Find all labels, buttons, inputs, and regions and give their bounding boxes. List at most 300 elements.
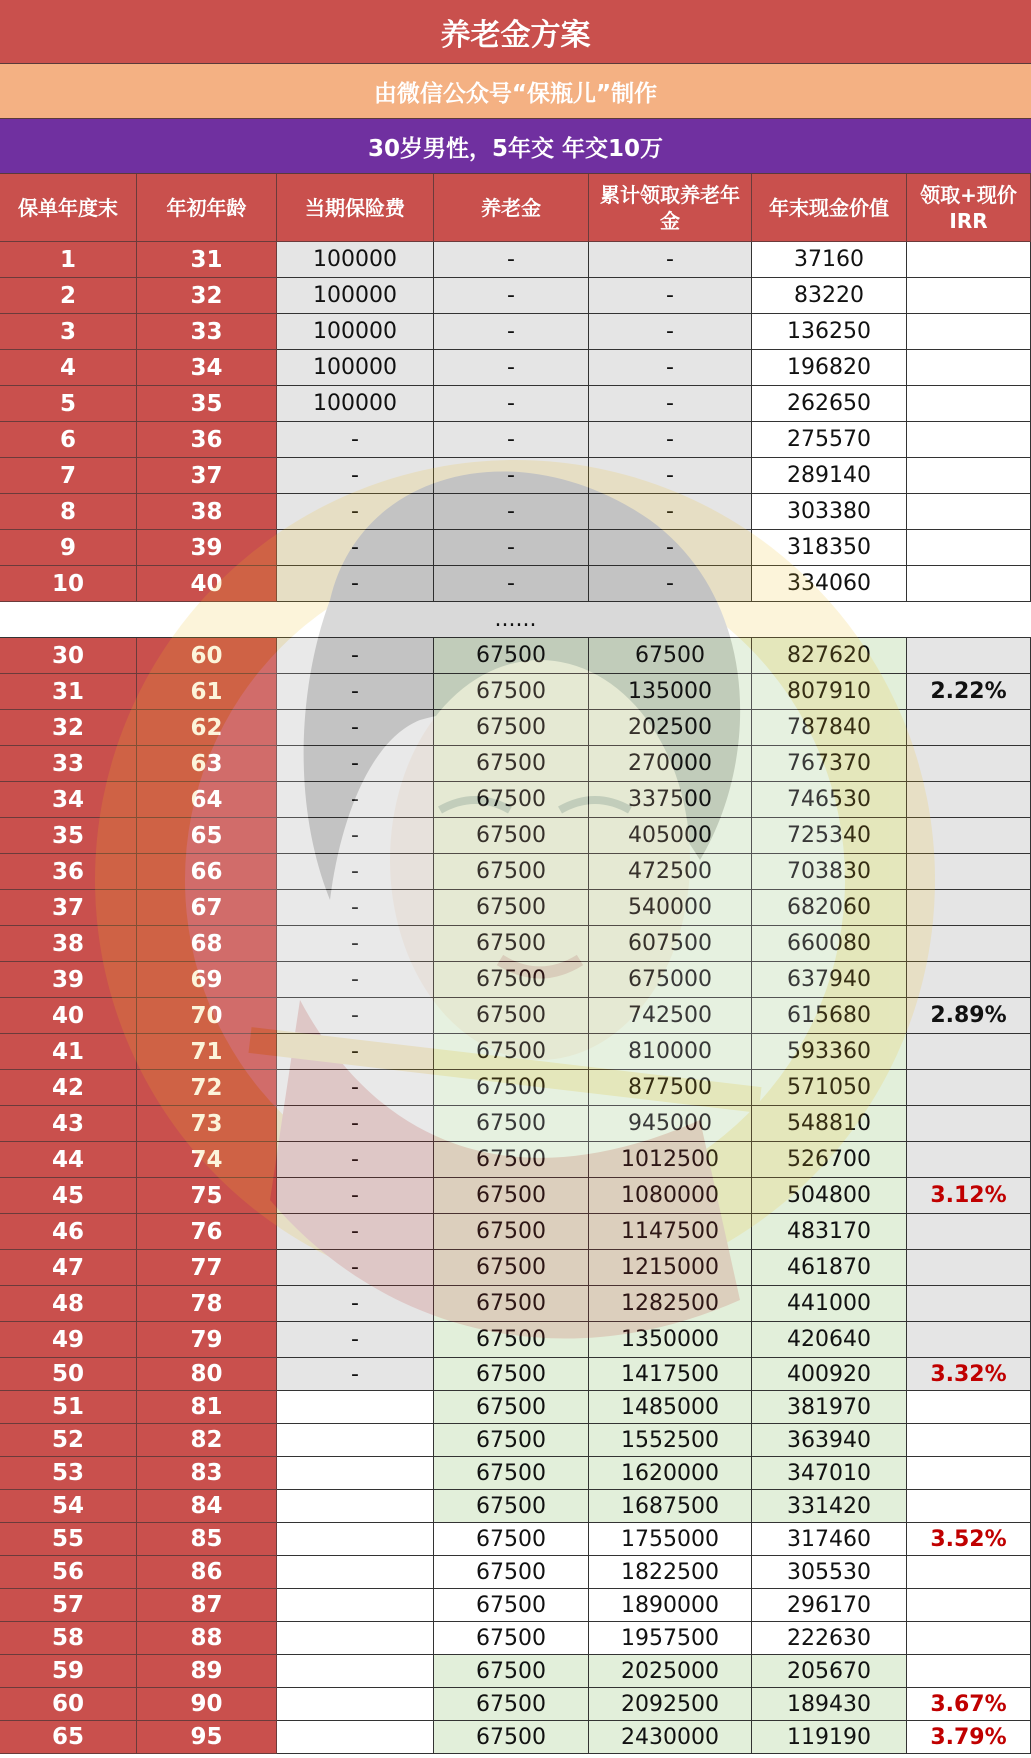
cell-irr [907, 1391, 1031, 1424]
cell-premium [277, 1457, 434, 1490]
cell-policy-year: 43 [0, 1106, 137, 1142]
cell-irr: 2.22% [907, 674, 1031, 710]
table-row [0, 1286, 1031, 1322]
cell-policy-year: 34 [0, 782, 137, 818]
cell-cash-value: 317460 [752, 1523, 907, 1556]
cell-age: 77 [137, 1250, 277, 1286]
cell-policy-year: 47 [0, 1250, 137, 1286]
cell-policy-year: 31 [0, 674, 137, 710]
cell-cash-value: 347010 [752, 1457, 907, 1490]
cell-annuity: 67500 [434, 710, 589, 746]
table-row [0, 1490, 1031, 1523]
cell-cumulative: 2092500 [589, 1688, 752, 1721]
table-row [0, 674, 1031, 710]
cell-cumulative: 810000 [589, 1034, 752, 1070]
cell-premium [277, 1721, 434, 1754]
table-row [0, 1322, 1031, 1358]
cell-premium: - [277, 1214, 434, 1250]
cell-irr [907, 1142, 1031, 1178]
cell-age: 63 [137, 746, 277, 782]
cell-policy-year: 51 [0, 1391, 137, 1424]
cell-policy-year: 40 [0, 998, 137, 1034]
cell-annuity: - [434, 242, 589, 278]
cell-cash-value: 262650 [752, 386, 907, 422]
cell-irr [907, 1556, 1031, 1589]
cell-premium: - [277, 530, 434, 566]
cell-annuity: 67500 [434, 962, 589, 998]
cell-cumulative: - [589, 422, 752, 458]
cell-annuity: 67500 [434, 890, 589, 926]
header-policy-year: 保单年度末 [0, 174, 137, 242]
cell-policy-year: 30 [0, 638, 137, 674]
cell-cash-value: 660080 [752, 926, 907, 962]
cell-irr: 3.12% [907, 1178, 1031, 1214]
cell-cumulative: - [589, 314, 752, 350]
cell-annuity: 67500 [434, 1070, 589, 1106]
cell-policy-year: 35 [0, 818, 137, 854]
cell-irr [907, 1250, 1031, 1286]
cell-annuity: 67500 [434, 1688, 589, 1721]
cell-irr [907, 818, 1031, 854]
table-row [0, 638, 1031, 674]
cell-age: 68 [137, 926, 277, 962]
cell-cash-value: 303380 [752, 494, 907, 530]
cell-cumulative: 877500 [589, 1070, 752, 1106]
cell-cumulative: 337500 [589, 782, 752, 818]
cell-cumulative: 1417500 [589, 1358, 752, 1391]
table-row [0, 998, 1031, 1034]
table-row [0, 782, 1031, 818]
cell-cumulative: 1350000 [589, 1322, 752, 1358]
cell-premium: - [277, 1358, 434, 1391]
cell-age: 34 [137, 350, 277, 386]
header-cash-value: 年末现金价值 [752, 174, 907, 242]
cell-annuity: - [434, 494, 589, 530]
cell-irr [907, 1070, 1031, 1106]
cell-irr [907, 1655, 1031, 1688]
cell-annuity: - [434, 278, 589, 314]
table-row [0, 1655, 1031, 1688]
cell-irr: 3.67% [907, 1688, 1031, 1721]
cell-annuity: 67500 [434, 1358, 589, 1391]
cell-cash-value: 381970 [752, 1391, 907, 1424]
cell-age: 35 [137, 386, 277, 422]
cell-annuity: - [434, 350, 589, 386]
cell-cash-value: 296170 [752, 1589, 907, 1622]
cell-cumulative: 1080000 [589, 1178, 752, 1214]
cell-annuity: - [434, 458, 589, 494]
cell-cumulative: 607500 [589, 926, 752, 962]
cell-premium: - [277, 962, 434, 998]
cell-policy-year: 41 [0, 1034, 137, 1070]
cell-irr [907, 1106, 1031, 1142]
cell-cumulative: 1957500 [589, 1622, 752, 1655]
cell-age: 39 [137, 530, 277, 566]
cell-age: 86 [137, 1556, 277, 1589]
cell-age: 87 [137, 1589, 277, 1622]
cell-premium: - [277, 638, 434, 674]
cell-cumulative: 1147500 [589, 1214, 752, 1250]
table-row [0, 494, 1031, 530]
table-row [0, 818, 1031, 854]
cell-premium: - [277, 926, 434, 962]
cell-irr [907, 350, 1031, 386]
cell-premium: - [277, 854, 434, 890]
cell-age: 89 [137, 1655, 277, 1688]
table-row [0, 854, 1031, 890]
cell-age: 64 [137, 782, 277, 818]
cell-irr [907, 242, 1031, 278]
cell-age: 60 [137, 638, 277, 674]
cell-policy-year: 58 [0, 1622, 137, 1655]
cell-premium: - [277, 458, 434, 494]
cell-irr [907, 1589, 1031, 1622]
cell-age: 72 [137, 1070, 277, 1106]
cell-annuity: 67500 [434, 818, 589, 854]
cell-irr: 3.79% [907, 1721, 1031, 1754]
cell-premium: 100000 [277, 278, 434, 314]
cell-age: 73 [137, 1106, 277, 1142]
cell-cash-value: 787840 [752, 710, 907, 746]
cell-policy-year: 36 [0, 854, 137, 890]
cell-cash-value: 119190 [752, 1721, 907, 1754]
scenario-banner: 30岁男性，5年交 年交10万 [0, 119, 1031, 174]
cell-irr [907, 314, 1031, 350]
cell-cash-value: 682060 [752, 890, 907, 926]
cell-age: 82 [137, 1424, 277, 1457]
cell-cumulative: - [589, 566, 752, 602]
cell-age: 69 [137, 962, 277, 998]
header-premium: 当期保险费 [277, 174, 434, 242]
cell-policy-year: 39 [0, 962, 137, 998]
cell-policy-year: 49 [0, 1322, 137, 1358]
cell-annuity: 67500 [434, 1490, 589, 1523]
cell-age: 36 [137, 422, 277, 458]
cell-premium [277, 1391, 434, 1424]
cell-premium: 100000 [277, 350, 434, 386]
cell-cumulative: 67500 [589, 638, 752, 674]
cell-irr [907, 422, 1031, 458]
table-row [0, 350, 1031, 386]
cell-premium: - [277, 566, 434, 602]
cell-annuity: - [434, 422, 589, 458]
cell-cash-value: 136250 [752, 314, 907, 350]
cell-policy-year: 33 [0, 746, 137, 782]
cell-cash-value: 318350 [752, 530, 907, 566]
cell-cash-value: 725340 [752, 818, 907, 854]
table-row [0, 890, 1031, 926]
cell-age: 85 [137, 1523, 277, 1556]
cell-age: 32 [137, 278, 277, 314]
cell-age: 74 [137, 1142, 277, 1178]
cell-annuity: 67500 [434, 1322, 589, 1358]
cell-irr [907, 854, 1031, 890]
table-row [0, 422, 1031, 458]
cell-cash-value: 461870 [752, 1250, 907, 1286]
cell-irr [907, 638, 1031, 674]
cell-policy-year: 59 [0, 1655, 137, 1688]
cell-cash-value: 363940 [752, 1424, 907, 1457]
cell-age: 95 [137, 1721, 277, 1754]
cell-cash-value: 289140 [752, 458, 907, 494]
cell-annuity: - [434, 386, 589, 422]
cell-irr [907, 566, 1031, 602]
cell-age: 31 [137, 242, 277, 278]
cell-premium [277, 1490, 434, 1523]
cell-cash-value: 703830 [752, 854, 907, 890]
table-row [0, 1457, 1031, 1490]
cell-premium: 100000 [277, 386, 434, 422]
cell-premium: - [277, 1178, 434, 1214]
cell-age: 67 [137, 890, 277, 926]
cell-cash-value: 593360 [752, 1034, 907, 1070]
table-row [0, 1622, 1031, 1655]
cell-premium: - [277, 1286, 434, 1322]
cell-policy-year: 46 [0, 1214, 137, 1250]
cell-age: 84 [137, 1490, 277, 1523]
cell-irr [907, 782, 1031, 818]
cell-age: 75 [137, 1178, 277, 1214]
cell-age: 71 [137, 1034, 277, 1070]
table-row [0, 1214, 1031, 1250]
table-row [0, 1523, 1031, 1556]
cell-irr [907, 1286, 1031, 1322]
cell-irr [907, 1457, 1031, 1490]
table-row [0, 746, 1031, 782]
cell-irr [907, 890, 1031, 926]
cell-annuity: - [434, 566, 589, 602]
cell-annuity: 67500 [434, 1106, 589, 1142]
cell-annuity: 67500 [434, 674, 589, 710]
cell-cumulative: - [589, 242, 752, 278]
cell-annuity: 67500 [434, 1142, 589, 1178]
cell-policy-year: 53 [0, 1457, 137, 1490]
cell-cumulative: 2430000 [589, 1721, 752, 1754]
cell-premium [277, 1655, 434, 1688]
cell-policy-year: 4 [0, 350, 137, 386]
cell-age: 90 [137, 1688, 277, 1721]
cell-annuity: 67500 [434, 1556, 589, 1589]
cell-cumulative: 270000 [589, 746, 752, 782]
cell-irr [907, 1622, 1031, 1655]
cell-cumulative: 472500 [589, 854, 752, 890]
cell-irr: 3.52% [907, 1523, 1031, 1556]
cell-irr: 3.32% [907, 1358, 1031, 1391]
cell-cash-value: 526700 [752, 1142, 907, 1178]
cell-policy-year: 57 [0, 1589, 137, 1622]
cell-cumulative: - [589, 494, 752, 530]
cell-cash-value: 615680 [752, 998, 907, 1034]
cell-policy-year: 32 [0, 710, 137, 746]
cell-policy-year: 2 [0, 278, 137, 314]
cell-age: 76 [137, 1214, 277, 1250]
header-irr: 领取+现价IRR [907, 174, 1031, 242]
cell-cumulative: 1890000 [589, 1589, 752, 1622]
table-row [0, 242, 1031, 278]
cell-age: 66 [137, 854, 277, 890]
cell-cumulative: 1687500 [589, 1490, 752, 1523]
cell-premium [277, 1556, 434, 1589]
table-row [0, 314, 1031, 350]
cell-irr [907, 710, 1031, 746]
table-row [0, 710, 1031, 746]
cell-premium: - [277, 782, 434, 818]
table-row [0, 926, 1031, 962]
cell-premium [277, 1622, 434, 1655]
cell-policy-year: 42 [0, 1070, 137, 1106]
cell-premium: - [277, 1322, 434, 1358]
cell-policy-year: 52 [0, 1424, 137, 1457]
cell-cumulative: 1012500 [589, 1142, 752, 1178]
cell-cash-value: 37160 [752, 242, 907, 278]
cell-cash-value: 275570 [752, 422, 907, 458]
cell-cash-value: 83220 [752, 278, 907, 314]
cell-policy-year: 65 [0, 1721, 137, 1754]
cell-policy-year: 38 [0, 926, 137, 962]
cell-cumulative: 1282500 [589, 1286, 752, 1322]
cell-cash-value: 420640 [752, 1322, 907, 1358]
cell-premium: - [277, 1106, 434, 1142]
cell-policy-year: 60 [0, 1688, 137, 1721]
cell-cash-value: 504800 [752, 1178, 907, 1214]
cell-premium: - [277, 998, 434, 1034]
cell-age: 40 [137, 566, 277, 602]
cell-premium: - [277, 890, 434, 926]
cell-age: 78 [137, 1286, 277, 1322]
cell-policy-year: 37 [0, 890, 137, 926]
table-row [0, 1142, 1031, 1178]
cell-annuity: 67500 [434, 1214, 589, 1250]
cell-premium [277, 1424, 434, 1457]
cell-premium: - [277, 1250, 434, 1286]
header-cumulative-annuity: 累计领取养老年金 [589, 174, 752, 242]
table-row [0, 1358, 1031, 1391]
cell-policy-year: 45 [0, 1178, 137, 1214]
cell-cash-value: 196820 [752, 350, 907, 386]
cell-cash-value: 571050 [752, 1070, 907, 1106]
cell-policy-year: 3 [0, 314, 137, 350]
cell-annuity: - [434, 530, 589, 566]
cell-policy-year: 44 [0, 1142, 137, 1178]
table-row [0, 1424, 1031, 1457]
page-title: 养老金方案 [0, 0, 1031, 64]
cell-irr [907, 278, 1031, 314]
cell-premium: 100000 [277, 242, 434, 278]
cell-irr [907, 962, 1031, 998]
cell-irr [907, 458, 1031, 494]
cell-annuity: 67500 [434, 638, 589, 674]
cell-cumulative: 1755000 [589, 1523, 752, 1556]
table-row [0, 278, 1031, 314]
cell-annuity: 67500 [434, 926, 589, 962]
cell-cash-value: 827620 [752, 638, 907, 674]
cell-annuity: - [434, 314, 589, 350]
table-row [0, 1178, 1031, 1214]
cell-policy-year: 8 [0, 494, 137, 530]
cell-policy-year: 9 [0, 530, 137, 566]
cell-cumulative: - [589, 386, 752, 422]
cell-cash-value: 331420 [752, 1490, 907, 1523]
cell-cumulative: - [589, 350, 752, 386]
cell-irr [907, 386, 1031, 422]
cell-age: 81 [137, 1391, 277, 1424]
cell-cumulative: - [589, 458, 752, 494]
cell-age: 83 [137, 1457, 277, 1490]
cell-cash-value: 767370 [752, 746, 907, 782]
cell-age: 79 [137, 1322, 277, 1358]
cell-annuity: 67500 [434, 782, 589, 818]
cell-annuity: 67500 [434, 1034, 589, 1070]
cell-premium: 100000 [277, 314, 434, 350]
cell-cash-value: 548810 [752, 1106, 907, 1142]
table-row [0, 1589, 1031, 1622]
cell-premium: - [277, 422, 434, 458]
cell-irr [907, 1214, 1031, 1250]
cell-cash-value: 305530 [752, 1556, 907, 1589]
cell-age: 33 [137, 314, 277, 350]
cell-annuity: 67500 [434, 746, 589, 782]
cell-irr [907, 1424, 1031, 1457]
cell-age: 62 [137, 710, 277, 746]
cell-annuity: 67500 [434, 998, 589, 1034]
cell-premium [277, 1688, 434, 1721]
cell-cumulative: 1552500 [589, 1424, 752, 1457]
cell-cumulative: 945000 [589, 1106, 752, 1142]
cell-premium: - [277, 818, 434, 854]
cell-annuity: 67500 [434, 1589, 589, 1622]
cell-irr [907, 926, 1031, 962]
cell-cumulative: - [589, 278, 752, 314]
cell-cumulative: 742500 [589, 998, 752, 1034]
cell-annuity: 67500 [434, 1250, 589, 1286]
cell-age: 61 [137, 674, 277, 710]
cell-cumulative: 2025000 [589, 1655, 752, 1688]
cell-premium: - [277, 746, 434, 782]
cell-annuity: 67500 [434, 1391, 589, 1424]
cell-cash-value: 637940 [752, 962, 907, 998]
cell-cash-value: 483170 [752, 1214, 907, 1250]
cell-annuity: 67500 [434, 1286, 589, 1322]
cell-cumulative: 135000 [589, 674, 752, 710]
cell-cumulative: 1822500 [589, 1556, 752, 1589]
cell-cash-value: 746530 [752, 782, 907, 818]
cell-age: 70 [137, 998, 277, 1034]
table-row [0, 386, 1031, 422]
cell-annuity: 67500 [434, 1424, 589, 1457]
cell-policy-year: 55 [0, 1523, 137, 1556]
cell-premium [277, 1589, 434, 1622]
table-row [0, 1034, 1031, 1070]
cell-irr [907, 1034, 1031, 1070]
cell-cash-value: 441000 [752, 1286, 907, 1322]
cell-cumulative: 1485000 [589, 1391, 752, 1424]
cell-premium [277, 1523, 434, 1556]
cell-policy-year: 6 [0, 422, 137, 458]
cell-cumulative: 675000 [589, 962, 752, 998]
cell-policy-year: 5 [0, 386, 137, 422]
cell-cumulative: - [589, 530, 752, 566]
cell-cumulative: 1215000 [589, 1250, 752, 1286]
cell-premium: - [277, 494, 434, 530]
cell-cumulative: 1620000 [589, 1457, 752, 1490]
cell-cumulative: 405000 [589, 818, 752, 854]
cell-annuity: 67500 [434, 854, 589, 890]
cell-policy-year: 7 [0, 458, 137, 494]
credit-banner: 由微信公众号“保瓶儿”制作 [0, 64, 1031, 119]
cell-annuity: 67500 [434, 1622, 589, 1655]
table-row [0, 1070, 1031, 1106]
table-row [0, 1106, 1031, 1142]
